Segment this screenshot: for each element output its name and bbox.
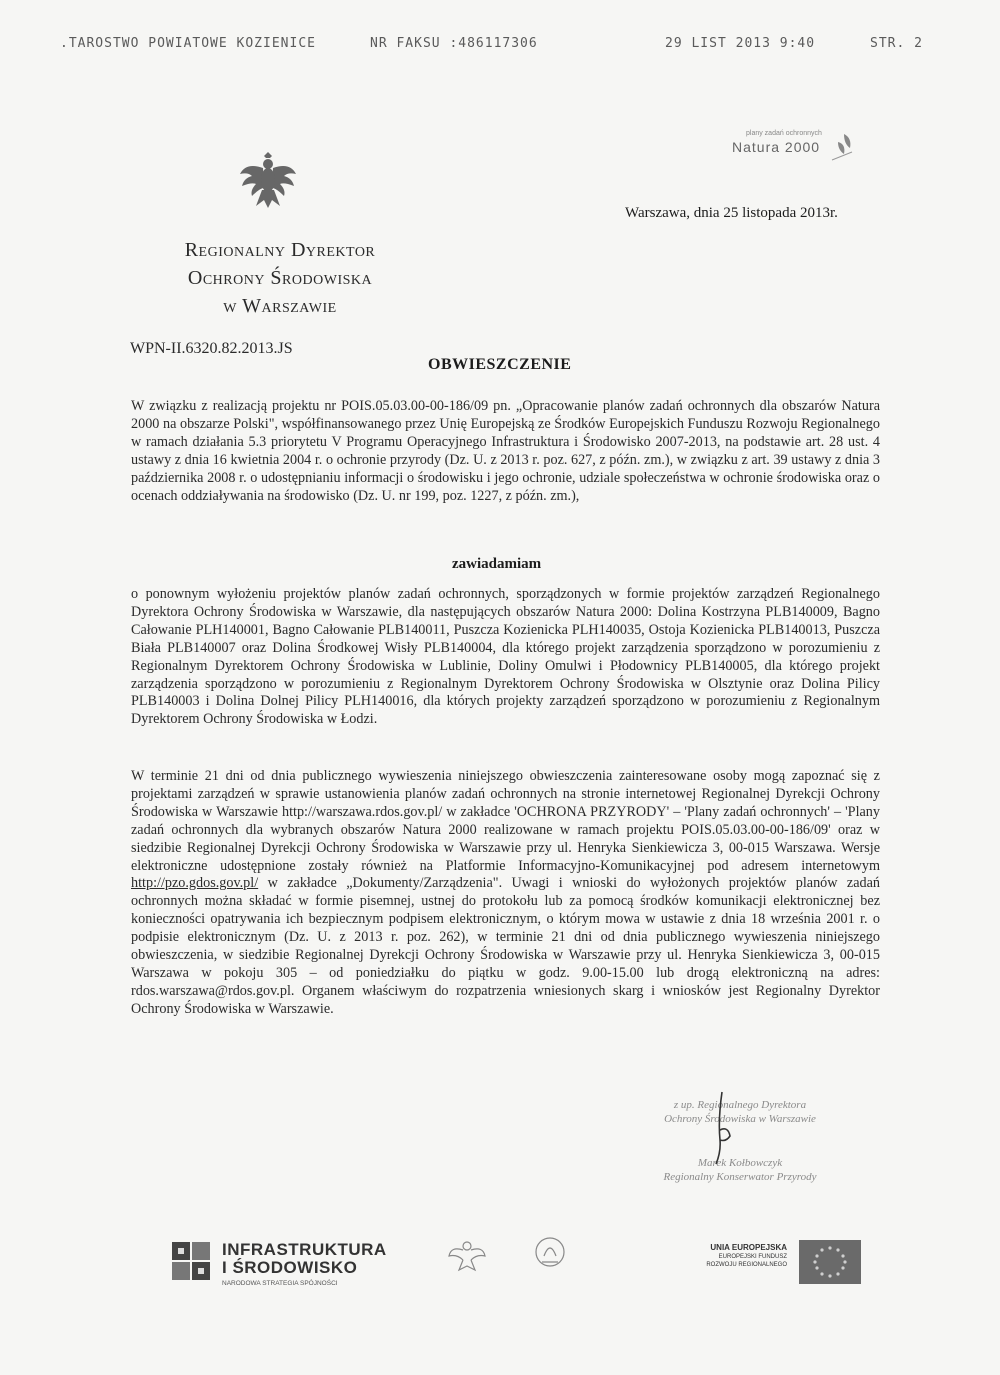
signature-stamp [610, 1098, 870, 1184]
intro-paragraph: W związku z realizacją projektu nr POIS.05.03.00-00-186/09 pn. „Opracowanie planów zadań ochronnych dla obszarów Natura 2000 na obszarze Polski", współfinansowanego przez Unię Europejską ze Środków Europejskich Funduszu Rozwoju Regionalnego w ramach działania 5.3 priorytetu V Programu Operacyjnego Infrastruktura i Środowisko 2007-2013, na podstawie art. 28 ust. 4 ustawy z dnia 16 kwietnia 2004 r. o ochronie przyrody (Dz. U. z 2013 r. poz. 627, z późn. zm.), w związku z art. 39 ustawy z dnia 3 października 2008 r. o udostępnianiu informacji o środowisku i jego ochronie, udziale społeczeństwa w ochronie środowiska oraz o ocenach oddziaływania na środowisko (Dz. U. nr 199, poz. 1227, z późn. zm.), [131, 398, 880, 504]
infrastruktura-mark-icon [170, 1236, 212, 1292]
fax-sender: .TAROSTWO POWIATOWE KOZIENICE [60, 36, 316, 51]
polish-eagle-emblem-icon [238, 148, 298, 210]
natura-leaf-icon [830, 130, 856, 164]
eu-fund-logo [675, 1240, 865, 1290]
natura-logo-name: Natura 2000 [732, 139, 821, 155]
ue-line-1: UNIA EUROPEJSKA [710, 1243, 787, 1252]
document-title: OBWIESZCZENIE [428, 356, 572, 373]
ue-line-3: ROZWOJU REGIONALNEGO [706, 1262, 787, 1268]
natura-logo-small-text: plany zadań ochronnych [746, 130, 822, 137]
reference-number: WPN-II.6320.82.2013.JS [130, 340, 293, 357]
logo-is-line-1: INFRASTRUKTURA [222, 1240, 387, 1259]
infrastruktura-srodowisko-logo [170, 1236, 390, 1296]
ue-line-2: EUROPEJSKI FUNDUSZ [718, 1254, 787, 1260]
fax-page: STR. 2 [870, 36, 923, 51]
details-text-part-1: W terminie 21 dni od dnia publicznego wywieszenia niniejszego obwieszczenia zainteresowane osoby mogą zapoznać się z projektami zarządzeń w sprawie ustanowienia planów zadań ochronnych na stronie internetowej Regionalnej Dyrekcji Ochrony Środowiska w Warszawie http://warszawa.rdos.gov.pl/ w zakładce 'OCHRONA PRZYRODY' – 'Plany zadań ochronnych' – 'Plany zadań ochronnych dla wybranych obszarów Natura 2000 realizowane w ramach projektu POIS.05.03.00-00-186/09' oraz w siedzibie Regionalnej Dyrekcji Ochrony Środowiska w Warszawie przy ul. Henryka Sienkiewicza 3, 00-015 Warszawa. Wersje elektroniczne udostępnione zostały również na Platformie Informacyjno-Komunikacyjnej pod adresem internetowym [131, 768, 880, 874]
stamp-line-1: z up. Regionalnego Dyrektora [673, 1099, 807, 1111]
details-paragraph [131, 768, 880, 1019]
eagle-emblem-icon [447, 1232, 487, 1274]
issuing-institution [130, 236, 430, 320]
fax-number: NR FAKSU :486117306 [370, 36, 538, 51]
logo-is-line-2: I ŚRODOWISKO [222, 1258, 358, 1277]
fax-datetime: 29 LIST 2013 9:40 [665, 36, 816, 51]
handwritten-signature-icon [700, 1090, 740, 1170]
gdos-emblem-icon [530, 1232, 570, 1274]
notify-heading: zawiadamiam [452, 556, 542, 572]
stamp-line-3: Marek Kołbowczyk [697, 1157, 783, 1169]
pzo-platform-link[interactable]: http://pzo.gdos.gov.pl/ [131, 875, 259, 892]
eu-flag-icon [799, 1240, 861, 1284]
stamp-line-4: Regionalny Konserwator Przyrody [663, 1171, 817, 1183]
institution-line-3: w Warszawie [223, 295, 337, 317]
institution-line-1: Regionalny Dyrektor [184, 239, 376, 261]
place-and-date: Warszawa, dnia 25 listopada 2013r. [625, 205, 838, 221]
details-text-part-2: w zakładce „Dokumenty/Zarządzenia". Uwagi i wnioski do wyłożonych projektów planów zadań ochronnych można składać w formie pisemnej, ustnej do protokołu lub za pomocą środków komunikacji elektronicznej bez konieczności opatrywania ich bezpiecznym podpisem elektronicznym, o którym mowa w ustawie z dnia 18 września 2001 r. o podpisie elektronicznym (Dz. U. z 2013 r. poz. 262), w terminie 21 dni od dnia publicznego wywieszenia niniejszego obwieszczenia, w siedzibie Regionalnej Dyrekcji Ochrony Środowiska w Warszawie przy ul. Henryka Sienkiewicza 3, 00-015 Warszawa w pokoju 305 – od poniedziałku do piątku w godz. 9.00-15.00 lub drogą elektroniczną na adres: rdos.warszawa@rdos.gov.pl. Organem właściwym do rozpatrzenia wniesionych skarg i wniosków jest Regionalny Dyrektor Ochrony Środowiska w Warszawie. [131, 875, 880, 1017]
institution-line-2: Ochrony Środowiska [187, 267, 373, 289]
stamp-line-2: Ochrony Środowiska w Warszawie [664, 1113, 816, 1125]
logo-is-line-3: NARODOWA STRATEGIA SPÓJNOŚCI [222, 1280, 338, 1287]
natura-2000-logo [718, 128, 858, 172]
notice-paragraph: o ponownym wyłożeniu projektów planów zadań ochronnych, sporządzonych w formie projektów zarządzeń Regionalnego Dyrektora Ochrony Środowiska w Warszawie, dla następujących obszarów Natura 2000: Dolina Kostrzyna PLB140009, Bagno Całowanie PLH140001, Bagno Całowanie PLB140011, Puszcza Kozienicka PLH140035, Ostoja Kozienicka PLB140013, Puszcza Biała PLB140007 oraz Dolina Środkowej Wisły PLB140004, dla którego projekt zarządzenia sporządzono w porozumieniu z Regionalnym Dyrektorem Ochrony Środowiska w Lublinie, Doliny Omulwi i Płodownicy PLB140005, dla którego projekt zarządzenia sporządzono w porozumieniu z Regionalnym Dyrektorem Ochrony Środowiska w Olsztynie oraz Dolina Pilicy PLB140003 i Dolina Dolnej Pilicy PLH140016, dla których projekty zarządzeń sporządzono w porozumieniu z Regionalnym Dyrektorem Ochrony Środowiska w Łodzi. [131, 586, 880, 728]
